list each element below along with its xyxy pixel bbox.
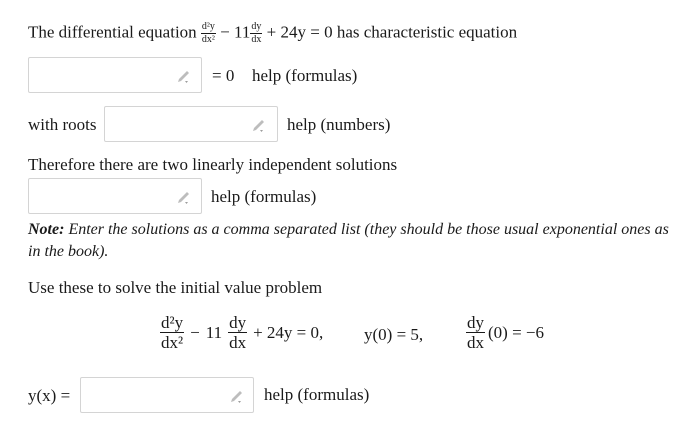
ivp-equation: $\frac{\text{d²y}}{\text{dx²}}$ − 11 $\frac{dy}{dx}$ + 24y = 0, — [161, 313, 324, 352]
pencil-edit-icon[interactable] — [176, 188, 192, 204]
derivative-at-zero: $\frac{dy}{dx}$ — [467, 313, 484, 352]
help-numbers-link[interactable]: help (numbers) — [287, 115, 391, 134]
equals-zero-label: = 0 — [212, 66, 235, 85]
statement-coef: 11 — [234, 22, 251, 42]
statement-term3: + 24y = 0 — [266, 22, 333, 42]
note-body: Enter the solutions as a comma separated list (they should be those usual exponential ones as in the book). — [28, 221, 669, 260]
initial-condition-1: y(0) = 5, — [364, 325, 424, 344]
note-text — [28, 219, 673, 263]
note-label: Note: — [28, 221, 65, 238]
pencil-edit-icon[interactable] — [251, 116, 267, 132]
first-derivative-inline: $\frac{dy}{dx}$ — [251, 21, 262, 45]
answer-label: y(x) = — [28, 386, 71, 405]
first-derivative: $\frac{dy}{dx}$ — [229, 313, 247, 352]
statement-prefix: The differential equation — [28, 22, 197, 42]
help-formulas-link-1[interactable]: help (formulas) — [252, 66, 358, 85]
second-derivative-inline: $\frac{\text{d²y}}{\text{dx²}}$ — [201, 21, 215, 45]
second-derivative: $\frac{\text{d²y}}{\text{dx²}}$ — [161, 313, 184, 352]
help-formulas-link-3[interactable]: help (formulas) — [264, 385, 370, 404]
initial-condition-2 — [466, 314, 544, 351]
pencil-edit-icon[interactable] — [229, 387, 245, 403]
statement-suffix: has characteristic equation — [336, 22, 518, 42]
roots-label: with roots — [28, 115, 97, 134]
help-formulas-link-2[interactable]: help (formulas) — [211, 187, 317, 206]
ivp-intro-text: Use these to solve the initial value problem — [28, 278, 323, 297]
ivp-coef: 11 — [205, 322, 223, 342]
answer-input[interactable] — [80, 377, 254, 413]
initial-condition-2-value: (0) = −6 — [488, 322, 544, 342]
pencil-edit-icon[interactable] — [176, 67, 192, 83]
problem-statement: The differential equation $\frac{\text{d²y}}{\text{dx²}}$ − 11 $\frac{dy}{dx}$ + 24y = 0 has characteristic equation — [28, 21, 518, 45]
independent-solutions-text: Therefore there are two linearly independent solutions — [28, 155, 398, 174]
ivp-term3: + 24y = 0, — [253, 322, 324, 342]
